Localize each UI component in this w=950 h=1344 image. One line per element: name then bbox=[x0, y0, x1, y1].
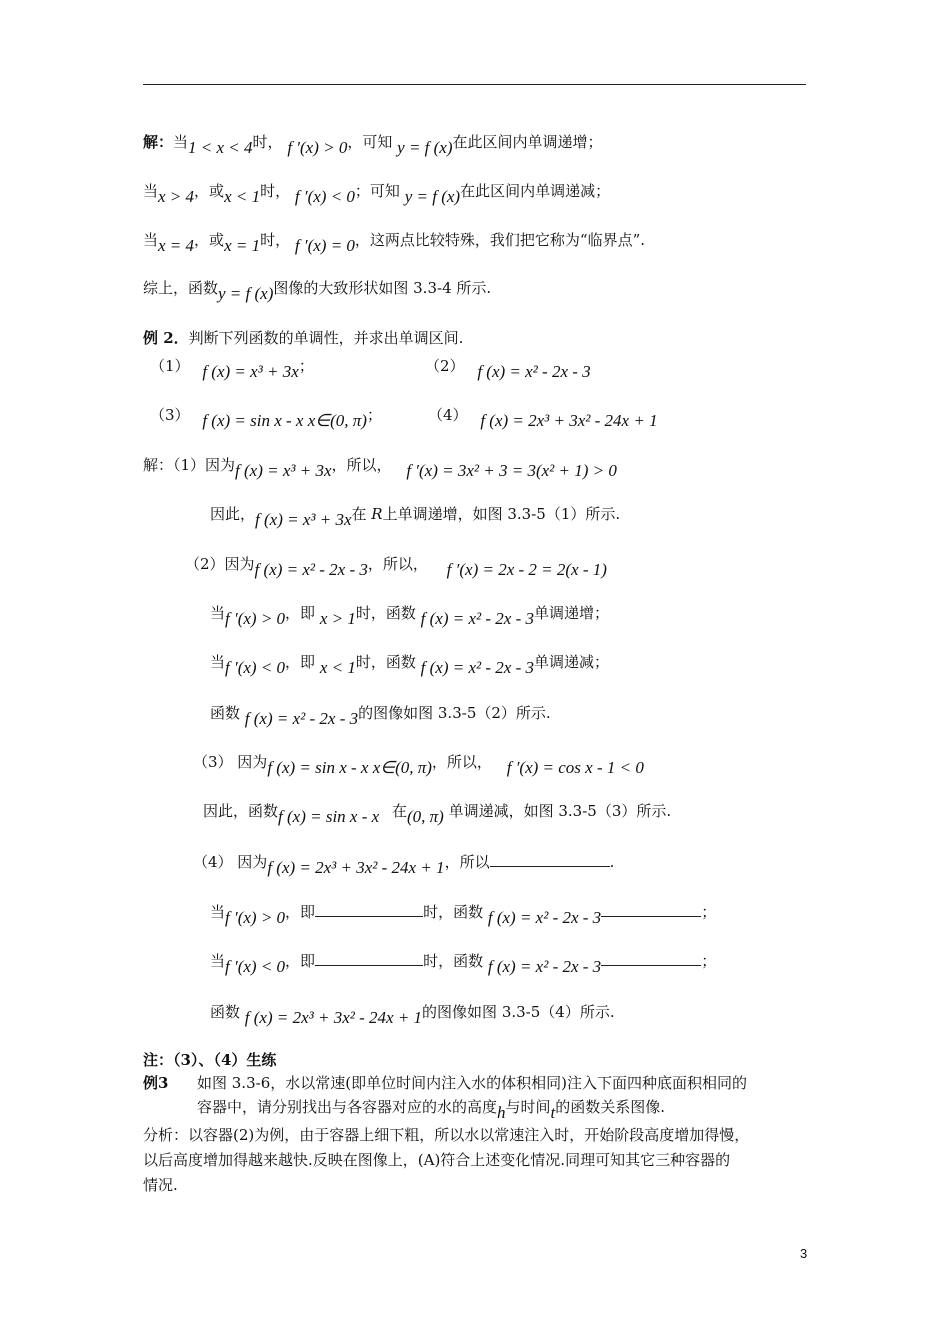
problem-4 bbox=[428, 405, 658, 430]
math: f ′(x) > 0 bbox=[225, 908, 286, 927]
text: ，所以， bbox=[331, 456, 392, 474]
solution-1 bbox=[143, 455, 617, 480]
fill-in-blank bbox=[601, 951, 701, 966]
text: 解：（1）因为 bbox=[143, 456, 236, 474]
text: 当 bbox=[173, 133, 189, 151]
text: 图像的大致形状如图 3.3-4 所示. bbox=[273, 279, 492, 297]
math: f ′(x) = 0 bbox=[294, 236, 355, 255]
text: ，即 bbox=[285, 653, 316, 671]
text: ； bbox=[298, 357, 314, 375]
text: 在 bbox=[351, 505, 367, 523]
math: x < 1 bbox=[319, 658, 356, 677]
text: 当 bbox=[210, 903, 226, 921]
problem-number: （4） bbox=[428, 406, 468, 424]
math: y = f (x) bbox=[218, 284, 274, 303]
text: 时，函数 bbox=[355, 604, 416, 622]
text: ，或 bbox=[194, 231, 225, 249]
problem-number: （3） bbox=[150, 406, 190, 424]
text: ，所以， bbox=[431, 753, 492, 771]
text: 在此区间内单调递减； bbox=[460, 182, 611, 200]
text: ，所以 bbox=[444, 853, 490, 871]
text: 时，函数 bbox=[355, 653, 416, 671]
solution-2-graph bbox=[210, 703, 551, 728]
math: x > 4 bbox=[158, 187, 195, 206]
text: 注：（3）、（4）生练 bbox=[143, 1051, 277, 1069]
math: f ′(x) = 2x - 2 = 2(x - 1) bbox=[446, 560, 607, 579]
analysis-line-1 bbox=[143, 1125, 749, 1145]
text: 单调递减，如图 3.3-5（3）所示. bbox=[448, 802, 672, 820]
math: f (x) = x² - 2x - 3 bbox=[487, 957, 602, 976]
math: y = f (x) bbox=[404, 187, 461, 206]
analysis-line-3 bbox=[143, 1175, 178, 1195]
math: f (x) = x² - 2x - 3 bbox=[477, 362, 591, 381]
text: ； bbox=[701, 952, 717, 970]
example-2-heading bbox=[143, 328, 463, 348]
text: 当 bbox=[210, 604, 226, 622]
math: f (x) = x² - 2x - 3 bbox=[487, 908, 602, 927]
math: f ′(x) > 0 bbox=[287, 138, 348, 157]
text: ，这两点比较特殊，我们把它称为“临界点”. bbox=[354, 231, 646, 249]
math: f (x) = x³ + 3x bbox=[202, 362, 299, 381]
text: 在此区间内单调递增； bbox=[452, 133, 603, 151]
math: f (x) = 2x³ + 3x² - 24x + 1 bbox=[267, 858, 445, 877]
fill-in-blank bbox=[490, 852, 610, 867]
text: 与时间 bbox=[505, 1098, 551, 1116]
solution-line-3 bbox=[143, 230, 646, 255]
math: f ′(x) = cos x - 1 < 0 bbox=[506, 758, 644, 777]
text: ； bbox=[701, 903, 717, 921]
text: 情况. bbox=[143, 1176, 178, 1194]
solution-1-conclusion bbox=[210, 504, 621, 529]
text: （3） 因为 bbox=[193, 753, 268, 771]
solution-2-decreasing bbox=[210, 652, 610, 677]
text: 的图像如图 3.3-5（2）所示. bbox=[358, 704, 551, 722]
math: f (x) = x² - 2x - 3 bbox=[420, 609, 534, 628]
text: ，可知 bbox=[347, 133, 393, 151]
text: . bbox=[609, 853, 615, 871]
text: 上单调递增，如图 3.3-5（1）所示. bbox=[382, 505, 621, 523]
solution-4-graph bbox=[210, 1002, 615, 1027]
solution-2-increasing bbox=[210, 603, 610, 628]
math: f ′(x) = 3x² + 3 = 3(x² + 1) > 0 bbox=[406, 461, 617, 480]
text: 在 bbox=[391, 802, 407, 820]
text: ；可知 bbox=[354, 182, 400, 200]
text: 判断下列函数的单调性，并求出单调区间. bbox=[188, 329, 464, 347]
math: f (x) = x³ + 3x bbox=[235, 461, 332, 480]
solution-label: 解： bbox=[143, 133, 174, 151]
text: ，即 bbox=[285, 903, 316, 921]
text: 当 bbox=[210, 952, 226, 970]
text: 时， bbox=[260, 231, 291, 249]
math: f (x) = 2x³ + 3x² - 24x + 1 bbox=[480, 411, 658, 430]
math: x = 4 bbox=[158, 236, 195, 255]
math: y = f (x) bbox=[397, 138, 453, 157]
header-rule bbox=[143, 84, 806, 85]
text: 综上，函数 bbox=[143, 279, 219, 297]
example-label: 例3 bbox=[143, 1074, 169, 1092]
text: ，即 bbox=[285, 952, 316, 970]
text: 时，函数 bbox=[423, 952, 484, 970]
math: f ′(x) < 0 bbox=[225, 957, 286, 976]
math: x < 1 bbox=[224, 187, 261, 206]
text: 当 bbox=[143, 182, 159, 200]
math: h bbox=[497, 1103, 506, 1122]
text: ，即 bbox=[285, 604, 316, 622]
text: ，所以， bbox=[367, 555, 428, 573]
math: f (x) = 2x³ + 3x² - 24x + 1 bbox=[244, 1008, 423, 1027]
text: 函数 bbox=[210, 704, 241, 722]
solution-2 bbox=[185, 554, 607, 579]
math: f (x) = sin x - x x∈(0, π) bbox=[267, 758, 432, 777]
text: 当 bbox=[143, 231, 159, 249]
problem-2 bbox=[425, 356, 591, 381]
solution-3 bbox=[193, 752, 644, 777]
text: 函数 bbox=[210, 1003, 241, 1021]
text: 单调递增； bbox=[534, 604, 610, 622]
text: 如图 3.3-6，水以常速(即单位时间内注入水的体积相同)注入下面四种底面积相同的 bbox=[197, 1074, 747, 1092]
example-3-line-2 bbox=[197, 1097, 666, 1122]
solution-4-decreasing bbox=[210, 951, 717, 976]
fill-in-blank bbox=[315, 902, 423, 917]
text: （4） 因为 bbox=[193, 853, 268, 871]
page-number: 3 bbox=[800, 1246, 808, 1261]
text: 的图像如图 3.3-5（4）所示. bbox=[422, 1003, 615, 1021]
solution-line-4 bbox=[143, 278, 492, 303]
problem-3 bbox=[150, 405, 382, 430]
example-3-line-1 bbox=[143, 1073, 747, 1093]
problem-number: （1） bbox=[150, 357, 190, 375]
fill-in-blank bbox=[315, 951, 423, 966]
text: 时， bbox=[252, 133, 283, 151]
text: （2）因为 bbox=[185, 555, 255, 573]
text: 分析：以容器(2)为例，由于容器上细下粗，所以水以常速注入时，开始阶段高度增加得慢， bbox=[143, 1126, 750, 1144]
math: f (x) = x² - 2x - 3 bbox=[420, 658, 534, 677]
text: ； bbox=[366, 406, 382, 424]
solution-line-1 bbox=[143, 132, 603, 157]
math: t bbox=[550, 1103, 556, 1122]
math: f (x) = sin x - x x∈(0, π) bbox=[202, 411, 367, 430]
solution-4-increasing bbox=[210, 902, 717, 927]
math: f ′(x) < 0 bbox=[225, 658, 286, 677]
text: 容器中，请分别找出与各容器对应的水的高度 bbox=[197, 1098, 498, 1116]
text: 的函数关系图像. bbox=[555, 1098, 666, 1116]
math: f (x) = x³ + 3x bbox=[255, 510, 352, 529]
math: f ′(x) > 0 bbox=[225, 609, 286, 628]
text: 以后高度增加得越来越快.反映在图像上，(A)符合上述变化情况.同理可知其它三种容器的 bbox=[143, 1151, 731, 1169]
fill-in-blank bbox=[601, 902, 701, 917]
problem-1 bbox=[150, 356, 314, 381]
text: 单调递减； bbox=[534, 653, 610, 671]
text: 因此，函数 bbox=[203, 802, 279, 820]
math: f ′(x) < 0 bbox=[294, 187, 355, 206]
analysis-line-2 bbox=[143, 1150, 730, 1170]
text: 时， bbox=[260, 182, 291, 200]
solution-3-conclusion bbox=[203, 801, 672, 826]
math: f (x) = x² - 2x - 3 bbox=[244, 709, 359, 728]
text: ，或 bbox=[194, 182, 225, 200]
problem-number: （2） bbox=[425, 357, 465, 375]
solution-line-2 bbox=[143, 181, 611, 206]
math: x > 1 bbox=[319, 609, 356, 628]
math: f (x) = sin x - x bbox=[278, 807, 380, 826]
math: (0, π) bbox=[406, 807, 444, 826]
math: f (x) = x² - 2x - 3 bbox=[254, 560, 368, 579]
text: 当 bbox=[210, 653, 226, 671]
math: 1 < x < 4 bbox=[188, 138, 253, 157]
note bbox=[143, 1050, 276, 1070]
text: 时，函数 bbox=[423, 903, 484, 921]
example-label: 例 2． bbox=[143, 329, 189, 347]
text: R bbox=[371, 505, 383, 523]
text: 因此， bbox=[210, 505, 256, 523]
math: x = 1 bbox=[224, 236, 261, 255]
solution-4 bbox=[193, 852, 615, 877]
